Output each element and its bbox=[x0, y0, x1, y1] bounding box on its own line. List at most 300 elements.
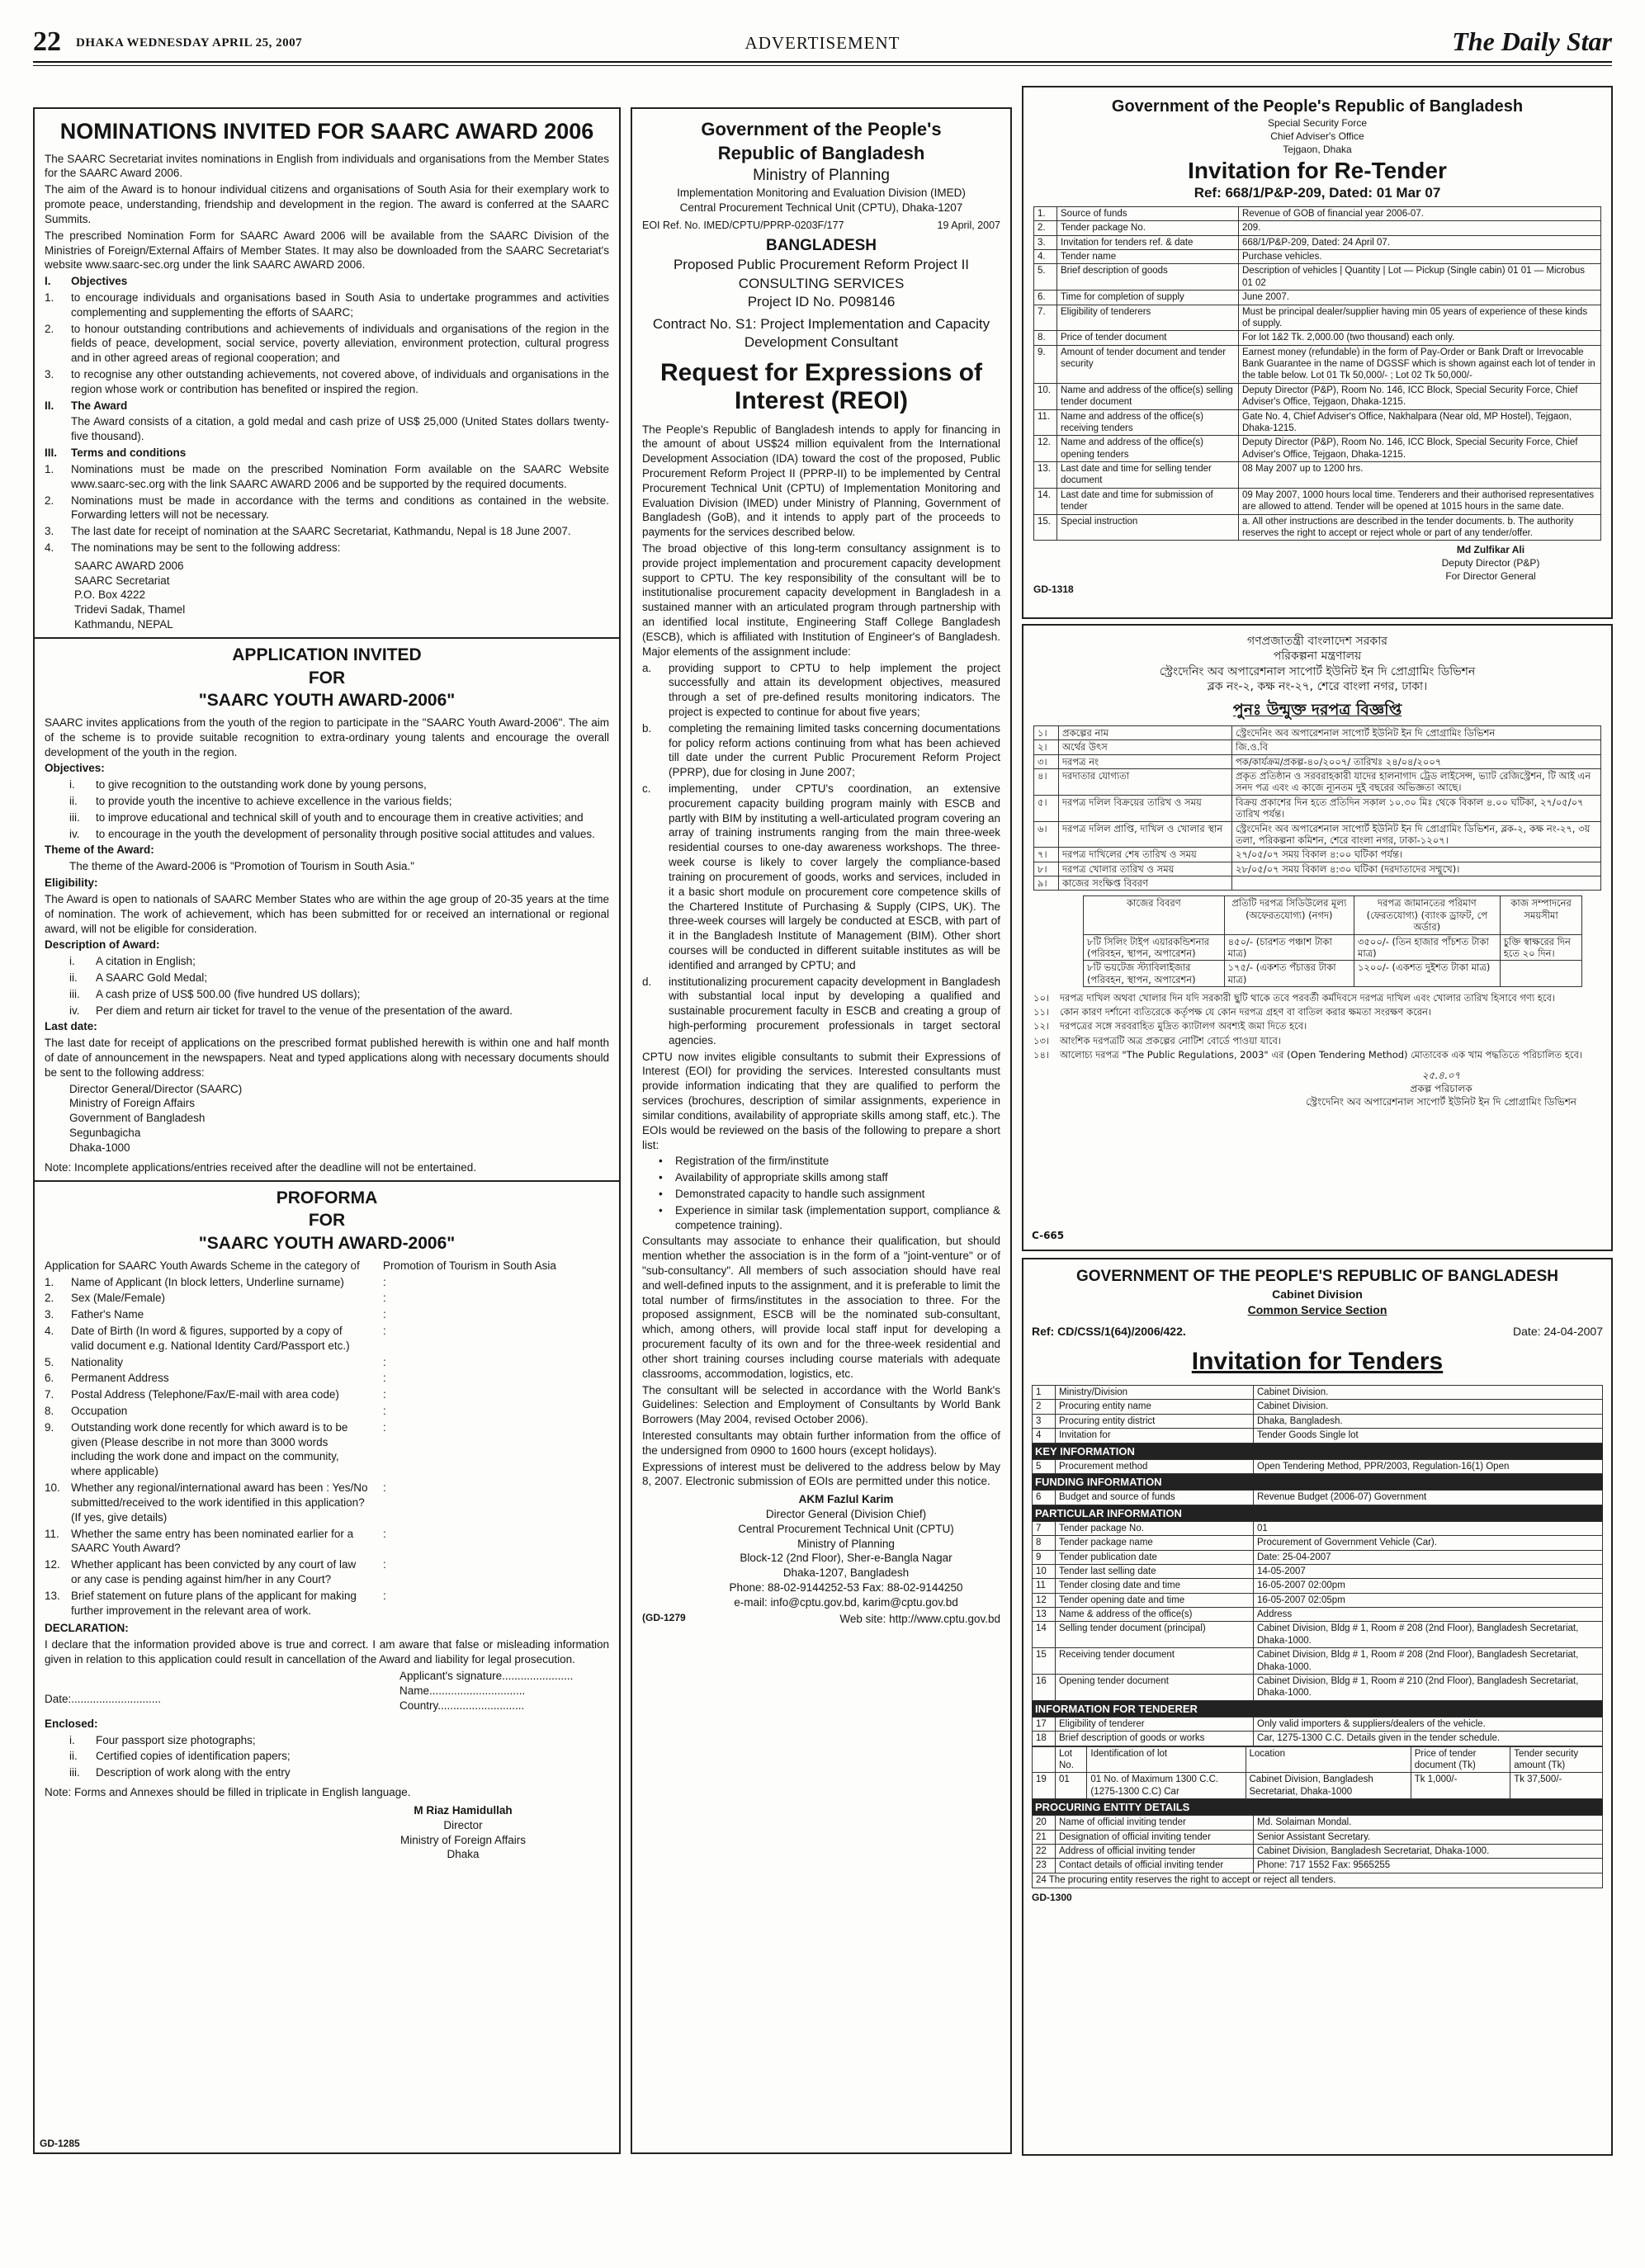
bn-work-table bbox=[1083, 895, 1582, 987]
youth-address-line: Government of Bangladesh bbox=[69, 1112, 206, 1125]
reoi-signer-line: Central Procurement Technical Unit (CPTU) bbox=[738, 1522, 954, 1535]
cab-row bbox=[1033, 1648, 1603, 1675]
cab-row-key: Invitation for bbox=[1056, 1429, 1254, 1443]
saarc-address-line: Tridevi Sadak, Thamel bbox=[74, 603, 186, 617]
youth-objective-num: iii. bbox=[69, 810, 80, 824]
youth-objective-text: to improve educational and technical skill of youth and to encourage them in creative activities; and bbox=[96, 810, 584, 824]
bn-note-text: দরপত্র দাখিল অথবা খোলার দিন যদি সরকারী ছুটি থাকে তবে পরবর্তী কর্মদিবসে দরপত্র দাখিল এবং খোলার তারিখ হিসাবে গণ্য হবে। bbox=[1060, 992, 1556, 1004]
youth-objective bbox=[69, 827, 609, 842]
bn-row-key: দরপত্র দলিল বিক্রয়ের তারিখ ও সময় bbox=[1059, 795, 1232, 821]
cab-row-value: Date: 25-04-2007 bbox=[1254, 1550, 1603, 1564]
reoi-bullet bbox=[659, 1203, 1000, 1233]
retender-row-num: 3. bbox=[1034, 235, 1057, 249]
bn-work-head-cell: কাজের বিবরণ bbox=[1084, 896, 1225, 934]
reoi-item bbox=[642, 975, 1000, 1048]
bn-note-num: ১০। bbox=[1033, 992, 1050, 1004]
proforma-item bbox=[45, 1324, 609, 1354]
newspaper-name: The Daily Star bbox=[1452, 26, 1612, 56]
cab-row-num: 10 bbox=[1033, 1564, 1056, 1578]
youth-description bbox=[69, 954, 609, 1018]
proforma-item-label: Postal Address (Telephone/Fax/E-mail with area code) bbox=[71, 1388, 339, 1401]
retender-row-key: Last date and time for selling tender document bbox=[1057, 462, 1239, 489]
saarc-item-num: 2. bbox=[45, 494, 54, 507]
youth-award-item-text: A citation in English; bbox=[96, 955, 196, 968]
proforma-item-colon: : bbox=[383, 1558, 386, 1571]
reoi-bullet bbox=[659, 1170, 1000, 1185]
cab-row-num: 9 bbox=[1033, 1550, 1056, 1564]
proforma-item-colon: : bbox=[383, 1527, 386, 1540]
saarc-item bbox=[45, 494, 609, 523]
saarc-item bbox=[45, 367, 609, 397]
reoi-para-7: Expressions of interest must be delivered to the address below by May 8, 2007. Electronic submission of EOIs are permitted under this notice. bbox=[642, 1460, 1000, 1488]
bn-work-row bbox=[1084, 934, 1582, 961]
bn-row bbox=[1034, 769, 1601, 796]
retender-row-value: Deputy Director (P&P), Room No. 146, ICC Block, Special Security Force, Chief Adviser's Office, Tejgaon, Dhaka-1215. bbox=[1239, 383, 1601, 409]
retender-row bbox=[1034, 264, 1601, 291]
youth-award-item-text: Per diem and return air ticket for travel to the venue of the presentation of the award. bbox=[96, 1004, 513, 1017]
youth-last-date-heading: Last date: bbox=[45, 1020, 97, 1033]
proforma-item bbox=[45, 1404, 609, 1419]
bn-work-cell: ১২০০/- (একশত দুইশত টাকা মাত্র) bbox=[1354, 961, 1500, 987]
cab-row-num: 2 bbox=[1033, 1400, 1056, 1414]
cab-row bbox=[1033, 1608, 1603, 1622]
retender-row-key: Name and address of the office(s) opening tenders bbox=[1057, 436, 1239, 462]
bn-note-num: ১২। bbox=[1033, 1020, 1050, 1032]
cab-row bbox=[1033, 1732, 1603, 1746]
reoi-bullet-text: Experience in similar task (implementation support, compliance & competence training). bbox=[675, 1203, 1000, 1231]
bn-signature-date: ২৫.৪.০৭ bbox=[1421, 1069, 1461, 1081]
bn-line-2: পরিকল্পনা মন্ত্রণালয় bbox=[1273, 650, 1362, 664]
enclosure-item bbox=[69, 1733, 609, 1748]
bn-row-value: স্ট্রেংদেনিং অব অপারেশনাল সাপোর্ট ইউনিট ইন দি প্রোগ্রামিং ডিভিশন, ব্লক-২, কক্ষ নং-২৭, ৩য় তলা, পরিকল্পনা কমিশন, শেরে বাংলা নগর, ঢাকা-১২০৭। bbox=[1232, 821, 1601, 848]
cab-row-num: 4 bbox=[1033, 1429, 1056, 1443]
proforma-item-label: Permanent Address bbox=[71, 1372, 169, 1385]
lot-head-security: Tender security amount (Tk) bbox=[1510, 1746, 1603, 1773]
cab-table-key bbox=[1032, 1459, 1603, 1474]
retender-row bbox=[1034, 291, 1601, 305]
saarc-section-title: The Award bbox=[71, 399, 128, 412]
retender-row-value: 209. bbox=[1239, 221, 1601, 235]
bn-work-cell bbox=[1500, 961, 1582, 987]
proforma-item-colon: : bbox=[383, 1589, 386, 1602]
cab-row bbox=[1033, 1459, 1603, 1473]
retender-row-key: Name and address of the office(s) selling tender document bbox=[1057, 383, 1239, 409]
saarc-section-heading bbox=[45, 274, 609, 289]
lot-head-price: Price of tender document (Tk) bbox=[1411, 1746, 1510, 1773]
saarc-sections bbox=[45, 274, 609, 555]
retender-row-num: 9. bbox=[1034, 345, 1057, 383]
saarc-section-heading bbox=[45, 399, 609, 413]
proforma-item-num: 8. bbox=[45, 1405, 54, 1417]
youth-objective-text: to give recognition to the outstanding work done by young persons, bbox=[96, 778, 427, 791]
retender-row-num: 4. bbox=[1034, 250, 1057, 264]
cab-row bbox=[1033, 1521, 1603, 1535]
proforma-item-label: Sex (Male/Female) bbox=[71, 1292, 166, 1305]
retender-row-value: 668/1/P&P-209, Dated: 24 April 07. bbox=[1239, 235, 1601, 249]
bn-row-num: ৯। bbox=[1034, 876, 1059, 891]
lot-row-num: 19 bbox=[1033, 1773, 1056, 1799]
reoi-bullet-text: Availability of appropriate skills among staff bbox=[675, 1171, 888, 1184]
reoi-project: Proposed Public Procurement Reform Project II bbox=[673, 257, 970, 273]
cab-row-num: 6 bbox=[1033, 1491, 1056, 1505]
saarc-item bbox=[45, 524, 609, 539]
cab-row-num: 11 bbox=[1033, 1579, 1056, 1593]
saarc-address-line: SAARC AWARD 2006 bbox=[74, 559, 184, 572]
retender-row-value: Deputy Director (P&P), Room No. 146, ICC Block, Special Security Force, Chief Adviser's Office, Tejgaon, Dhaka-1215. bbox=[1239, 436, 1601, 462]
proforma-item-label: Whether the same entry has been nominated earlier for a SAARC Youth Award? bbox=[71, 1527, 354, 1555]
cab-row-value: Car, 1275-1300 C.C. Details given in the tender schedule. bbox=[1254, 1732, 1603, 1746]
cab-row-value: Cabinet Division, Bangladesh Secretariat, Dhaka-1000. bbox=[1254, 1844, 1603, 1858]
reoi-ref-date: 19 April, 2007 bbox=[937, 219, 1000, 231]
retender-row-key: Name and address of the office(s) receiving tenders bbox=[1057, 409, 1239, 436]
proforma-item-label: Whether applicant has been convicted by any court of law or any case is pending against him/her in any Court? bbox=[71, 1558, 357, 1585]
applicant-signature-line: Applicant's signature....................... bbox=[399, 1669, 574, 1682]
retender-row-num: 11. bbox=[1034, 409, 1057, 436]
cab-row-value: Cabinet Division, Bldg # 1, Room # 210 (2nd Floor), Bangladesh Secretariat, Dhaka-1000. bbox=[1254, 1674, 1603, 1700]
youth-note: Note: Incomplete applications/entries received after the deadline will not be entertained. bbox=[45, 1160, 477, 1174]
youth-objective-num: iv. bbox=[69, 827, 80, 840]
reoi-para-5: The consultant will be selected in accordance with the World Bank's Guidelines: Selection and Employment of Consultants by World Bank Borrowers (May 2004, revised October 2006). bbox=[642, 1383, 1000, 1426]
proforma-item-label: Brief statement on future plans of the applicant for making further improvement in the relevant area of work. bbox=[71, 1589, 357, 1617]
saarc-item-text: The last date for receipt of nomination at the SAARC Secretariat, Kathmandu, Nepal is 18 June 2007. bbox=[71, 525, 571, 538]
youth-address-line: Dhaka-1000 bbox=[69, 1141, 130, 1154]
cab-row-key: Tender publication date bbox=[1056, 1550, 1254, 1564]
reoi-signer-line: Dhaka-1207, Bangladesh bbox=[782, 1566, 910, 1580]
bullet-icon: • bbox=[659, 1187, 663, 1200]
bn-row-num: ৩। bbox=[1034, 754, 1059, 768]
cab-row bbox=[1033, 1830, 1603, 1844]
saarc-section-items bbox=[45, 462, 609, 555]
cab-row bbox=[1033, 1844, 1603, 1858]
cab-row-key: Name & address of the office(s) bbox=[1056, 1608, 1254, 1622]
bn-row-value: প্রকৃত প্রতিষ্ঠান ও সরবরাহকারী যাদের হালনাগাদ ট্রেড লাইসেন্স, ভ্যাট রেজিস্ট্রেশন, টি আই এন সনদ পত্র এবং এ কাজে ন্যূনতম দুই বছরের অভিজ্ঞতা আছে। bbox=[1232, 769, 1601, 796]
saarc-item bbox=[45, 291, 609, 320]
bn-row bbox=[1034, 862, 1601, 876]
enclosure-item-text: Certified copies of identification papers; bbox=[96, 1750, 291, 1763]
retender-org-1: Special Security Force bbox=[1267, 117, 1368, 130]
cab-row-key: Procurement method bbox=[1056, 1459, 1254, 1473]
bn-work-cell: ৩৫০০/- (তিন হাজার পাঁচশত টাকা মাত্র) bbox=[1354, 934, 1500, 961]
retender-row bbox=[1034, 436, 1601, 462]
reoi-criteria-list bbox=[659, 1154, 1000, 1232]
proforma-item-colon: : bbox=[383, 1420, 386, 1434]
cab-row-key: Selling tender document (principal) bbox=[1056, 1622, 1254, 1648]
youth-award-item-text: A cash prize of US$ 500.00 (five hundred US dollars); bbox=[96, 987, 361, 1000]
bn-note-num: ১১। bbox=[1033, 1006, 1050, 1018]
proforma-signer-line: Dhaka bbox=[447, 1848, 480, 1861]
lot-head-location: Location bbox=[1246, 1746, 1411, 1773]
bullet-icon: • bbox=[659, 1155, 663, 1168]
cab-row-value: Cabinet Division, Bldg # 1, Room # 208 (2nd Floor), Bangladesh Secretariat, Dhaka-1000. bbox=[1254, 1648, 1603, 1675]
cab-table-tenderer bbox=[1032, 1717, 1603, 1746]
saarc-item-num: 1. bbox=[45, 291, 54, 304]
cab-row-key: Procuring entity name bbox=[1056, 1400, 1254, 1414]
proforma-signer-line: Director bbox=[443, 1818, 483, 1831]
bn-row-key: দরপত্র দলিল প্রাপ্তি, দাখিল ও খোলার স্থান bbox=[1059, 821, 1232, 848]
retender-row-num: 10. bbox=[1034, 383, 1057, 409]
cab-row-num: 15 bbox=[1033, 1648, 1056, 1675]
cab-row-num: 22 bbox=[1033, 1844, 1056, 1858]
proforma-signer-line: M Riaz Hamidullah bbox=[414, 1803, 513, 1817]
youth-objectives bbox=[69, 777, 609, 841]
reoi-signer bbox=[692, 1492, 1000, 1610]
reoi-para-1: The People's Republic of Bangladesh intends to apply for financing in the amount of about US$24 million equivalent from the International Development Association (IDA) toward the cost of the proposed, Public Procurement Reform Project II (PPRP-II) to be implemented by Central Procurement Technical Unit (CPTU) of Implementation Monitoring and Evaluation Division (IMED) under Ministry of Planning, Government of Bangladesh (GoB), and it intends to apply part of the proceeds to payments for the services described below. bbox=[642, 423, 1000, 539]
proforma-item-label: Date of Birth (In word & figures, supported by a copy of valid document e.g. National Identity Card/Passport etc.) bbox=[71, 1324, 350, 1352]
retender-row-key: Price of tender document bbox=[1057, 331, 1239, 345]
cab-row bbox=[1033, 1674, 1603, 1700]
retender-row-num: 1. bbox=[1034, 206, 1057, 220]
section-name: ADVERTISEMENT bbox=[745, 33, 900, 53]
retender-row bbox=[1034, 514, 1601, 541]
lot-header-row bbox=[1033, 1746, 1603, 1773]
saarc-item-text: The Award consists of a citation, a gold medal and cash prize of US$ 25,000 (United States dollars twenty-five thousand). bbox=[71, 415, 609, 443]
cab-row bbox=[1033, 1414, 1603, 1428]
cab-row-value: Procurement of Government Vehicle (Car). bbox=[1254, 1536, 1603, 1550]
youth-objective bbox=[69, 810, 609, 825]
reoi-signer-line: Director General (Division Chief) bbox=[765, 1508, 927, 1521]
cab-row-value: Cabinet Division. bbox=[1254, 1400, 1603, 1414]
retender-row-value: Gate No. 4, Chief Adviser's Office, Nakhalpara (Near old, MP Hostel), Tejgaon, Dhaka-1215. bbox=[1239, 409, 1601, 436]
retender-row bbox=[1034, 206, 1601, 220]
bn-line-3: স্ট্রেংদেনিং অব অপারেশনাল সাপোর্ট ইউনিট ইন দি প্রোগ্রামিং ডিভিশন bbox=[1159, 664, 1476, 678]
page-number: 22 bbox=[33, 26, 61, 57]
bn-note-text: আংশিক দরপত্রটি অত্র প্রকল্পের নোটিশ বোর্ডে পাওয়া যাবে। bbox=[1060, 1034, 1281, 1047]
proforma-item-num: 7. bbox=[45, 1388, 54, 1401]
cab-procuring-bar: PROCURING ENTITY DETAILS bbox=[1032, 1799, 1603, 1815]
proforma-item-colon: : bbox=[383, 1388, 386, 1401]
cab-date: Date: 24-04-2007 bbox=[1513, 1325, 1603, 1339]
bn-work-cell: ৪৫০/- (চারশত পঞ্চাশ টাকা মাত্র) bbox=[1224, 934, 1354, 961]
cab-row-key: Address of official inviting tender bbox=[1056, 1844, 1254, 1858]
saarc-item-num bbox=[45, 414, 66, 444]
proforma-item bbox=[45, 1589, 609, 1618]
cab-row-value: Tender Goods Single lot bbox=[1254, 1429, 1603, 1443]
proforma-item-label: Name of Applicant (In block letters, Underline surname) bbox=[71, 1275, 344, 1288]
youth-title-2: FOR bbox=[308, 668, 346, 687]
bn-signer-office: স্ট্রেংদেনিং অব অপারেশনাল সাপোর্ট ইউনিট ইন দি প্রোগ্রামিং ডিভিশন bbox=[1306, 1095, 1576, 1108]
cab-row-key: Opening tender document bbox=[1056, 1674, 1254, 1700]
reoi-para-3: CPTU now invites eligible consultants to submit their Expressions of Interest (EOI) for providing the services. Interested consultants must provide information indicating that they are qualified to perform the services (brochures, description of similar assignments, experience in similar conditions, availability of appropriate skills among staff, etc.). The EOIs would be reviewed on the basis of the following to prepare a short list: bbox=[642, 1050, 1000, 1151]
retender-row-key: Last date and time for submission of tender bbox=[1057, 488, 1239, 514]
saarc-item bbox=[45, 462, 609, 492]
proforma-title-2: FOR bbox=[308, 1211, 346, 1231]
bn-table bbox=[1033, 725, 1601, 891]
retender-row-value: June 2007. bbox=[1239, 291, 1601, 305]
retender-signer-line: Deputy Director (P&P) bbox=[1441, 557, 1540, 569]
proforma-item-num: 9. bbox=[45, 1420, 54, 1434]
bn-note bbox=[1033, 1006, 1601, 1018]
saarc-section-num: II. bbox=[45, 399, 54, 412]
cab-row bbox=[1033, 1536, 1603, 1550]
bullet-icon: • bbox=[659, 1203, 663, 1217]
reoi-item-num: a. bbox=[642, 661, 652, 674]
cab-row-num: 20 bbox=[1033, 1816, 1056, 1830]
cab-row-value: 16-05-2007 02:05pm bbox=[1254, 1593, 1603, 1607]
saarc-item-num: 4. bbox=[45, 541, 54, 554]
ad-code-gd1285: GD-1285 bbox=[40, 2138, 80, 2149]
youth-objective-text: to provide youth the incentive to achieve excellence in the various fields; bbox=[96, 795, 452, 808]
reoi-signer-line: Block-12 (2nd Floor), Sher-e-Bangla Nagar bbox=[740, 1552, 952, 1565]
reoi-ref: EOI Ref. No. IMED/CPTU/PPRP-0203F/177 bbox=[642, 219, 844, 231]
proforma-items bbox=[45, 1275, 609, 1618]
retender-row bbox=[1034, 383, 1601, 409]
youth-objective bbox=[69, 794, 609, 809]
youth-address-line: Ministry of Foreign Affairs bbox=[69, 1097, 196, 1110]
cab-row-key: Tender package No. bbox=[1056, 1521, 1254, 1535]
youth-objective-num: i. bbox=[69, 778, 75, 791]
proforma-item-colon: : bbox=[383, 1355, 386, 1368]
youth-theme-heading: Theme of the Award: bbox=[45, 843, 154, 857]
cab-row-key: Ministry/Division bbox=[1056, 1386, 1254, 1400]
proforma-title-1: PROFORMA bbox=[276, 1188, 378, 1207]
retender-signer-line: For Director General bbox=[1445, 569, 1536, 582]
youth-objective-text: to encourage in the youth the development of personality through positive social attitudes and values. bbox=[96, 827, 595, 840]
bn-title: পুনঃ উন্মুক্ত দরপত্র বিজ্ঞপ্তি bbox=[1232, 700, 1402, 719]
youth-award-item-text: A SAARC Gold Medal; bbox=[96, 971, 208, 984]
bn-row-num: ৫। bbox=[1034, 795, 1059, 821]
cab-row-key: Eligibility of tenderer bbox=[1056, 1717, 1254, 1731]
retender-row-key: Eligibility of tenderers bbox=[1057, 305, 1239, 331]
reoi-signer-line: e-mail: info@cptu.gov.bd, karim@cptu.gov.bd bbox=[734, 1595, 958, 1609]
cab-row-key: Procuring entity district bbox=[1056, 1414, 1254, 1428]
saarc-address-line: Kathmandu, NEPAL bbox=[74, 618, 173, 631]
youth-address-line: Director General/Director (SAARC) bbox=[69, 1082, 243, 1095]
saarc-intro-3: The prescribed Nomination Form for SAARC Award 2006 will be available from the SAARC Division of the Ministries of Foreign/External Affairs of Member States. It may also be downloaded from the SAARC Secretariat's website www.saarc-sec.org under the link SAARC AWARD 2006. bbox=[45, 229, 609, 272]
cab-row-key: Tender closing date and time bbox=[1056, 1579, 1254, 1593]
cab-row-value: Senior Assistant Secretary. bbox=[1254, 1830, 1603, 1844]
reoi-para-2: The broad objective of this long-term consultancy assignment is to provide project implementation and procurement capacity development support to CPTU. The key responsibility of the consultant will be to institutionalise procurement capacity development in Bangladesh in a sustained manner with an articulated program through partnership with an identified local institute, Engineering Staff College Bangladesh (ESCB), which is affiliated with Institution of Engineer's of Bangladesh. Major elements of the assignment include: bbox=[642, 542, 1000, 658]
bn-work-header bbox=[1084, 896, 1582, 934]
reoi-website[interactable]: Web site: http://www.cptu.gov.bd bbox=[839, 1612, 1000, 1625]
cab-title: Invitation for Tenders bbox=[1191, 1348, 1444, 1376]
reoi-title-1: Request for Expressions of bbox=[659, 358, 983, 386]
bn-line-1: গণপ্রজাতন্ত্রী বাংলাদেশ সরকার bbox=[1247, 635, 1387, 648]
saarc-intro-1: The SAARC Secretariat invites nominations in English from individuals and organisations from the Member States for the SAARC Award 2006. bbox=[45, 152, 609, 180]
reoi-ministry: Ministry of Planning bbox=[753, 167, 890, 185]
bn-row-value: জি.ও.বি bbox=[1232, 740, 1601, 754]
cab-row-value: 14-05-2007 bbox=[1254, 1564, 1603, 1578]
retender-row-value: Must be principal dealer/supplier having min 05 years of experience of these kinds of supply. bbox=[1239, 305, 1601, 331]
proforma-item-colon: : bbox=[383, 1308, 386, 1321]
header-rule bbox=[33, 61, 1612, 66]
retender-row bbox=[1034, 250, 1601, 264]
proforma-item bbox=[45, 1291, 609, 1306]
proforma-item-num: 13. bbox=[45, 1589, 60, 1602]
bullet-icon: • bbox=[659, 1171, 663, 1184]
bn-row bbox=[1034, 725, 1601, 739]
cab-row-value: 16-05-2007 02:00pm bbox=[1254, 1579, 1603, 1593]
retender-row-key: Source of funds bbox=[1057, 206, 1239, 220]
proforma-item-num: 1. bbox=[45, 1275, 54, 1288]
ad-code-c665: C-665 bbox=[1032, 1230, 1065, 1242]
proforma-item bbox=[45, 1355, 609, 1370]
applicant-country-line: Country............................ bbox=[399, 1699, 525, 1712]
saarc-item-num: 2. bbox=[45, 322, 54, 335]
retender-row-value: Revenue of GOB of financial year 2006-07. bbox=[1239, 206, 1601, 220]
youth-title-1: APPLICATION INVITED bbox=[232, 645, 422, 664]
applicant-date-line: Date:............................. bbox=[45, 1692, 162, 1705]
cab-division: Cabinet Division bbox=[1272, 1288, 1363, 1302]
reoi-dept-1: Implementation Monitoring and Evaluation Division (IMED) bbox=[677, 187, 966, 200]
cab-row-value: Open Tendering Method, PPR/2003, Regulation-16(1) Open bbox=[1254, 1459, 1603, 1473]
cab-row-key: Tender opening date and time bbox=[1056, 1593, 1254, 1607]
issue-date: DHAKA WEDNESDAY APRIL 25, 2007 bbox=[76, 36, 303, 50]
bn-work-cell: ৮টি ভয়টেজ স্ট্যাবিলাইজার (পরিবহন, স্থাপন, অপারেশন) bbox=[1084, 961, 1225, 987]
reoi-item-text: institutionalizing procurement capacity development in Bangladesh with substantial local input by developing a qualified and sustainable procurement faculty in ESCB and creating a group of high-performing procurement professionals in target sectoral agencies. bbox=[669, 975, 1000, 1047]
youth-address bbox=[69, 1082, 609, 1155]
cab-table-general bbox=[1032, 1385, 1603, 1443]
saarc-item-text: to honour outstanding contributions and achievements of individuals and organisations of the region in the fields of peace, development, social service, poverty alleviation, environment protection, cultural progress and in other agreed areas of regional cooperation; and bbox=[71, 322, 609, 365]
retender-gov: Government of the People's Republic of Bangladesh bbox=[1111, 97, 1524, 116]
reoi-item-text: completing the remaining limited tasks concerning documentations for policy reform actions continuing from what has been achieved till date under the current Public Procurement Reform Project (PPRP), due for closing in June 2007; bbox=[669, 721, 1000, 779]
bengali-tender-ad bbox=[1022, 624, 1613, 1251]
cab-row-value: Phone: 717 1552 Fax: 9565255 bbox=[1254, 1859, 1603, 1873]
retender-ad bbox=[1022, 86, 1613, 619]
reoi-gov-line-1: Government of the People's bbox=[701, 119, 942, 139]
bn-row-key: দরপত্র দাখিলের শেষ তারিখ ও সময় bbox=[1059, 848, 1232, 862]
youth-description-heading: Description of Award: bbox=[45, 938, 160, 952]
saarc-address-line: SAARC Secretariat bbox=[74, 574, 170, 587]
bn-row-num: ১। bbox=[1034, 725, 1059, 739]
proforma-item-label: Whether any regional/international award has been : Yes/No submitted/received to the work identified in this application? (If yes, give details) bbox=[71, 1481, 368, 1524]
cab-row bbox=[1033, 1429, 1603, 1443]
saarc-award-title: NOMINATIONS INVITED FOR SAARC AWARD 2006 bbox=[59, 119, 594, 144]
saarc-item-text: The nominations may be sent to the following address: bbox=[71, 541, 341, 554]
proforma-category-label: Application for SAARC Youth Awards Scheme in the category of bbox=[45, 1259, 360, 1272]
cab-row-value: Md. Solaiman Mondal. bbox=[1254, 1816, 1603, 1830]
bn-row-key: কাজের সংক্ষিপ্ত বিবরণ bbox=[1059, 876, 1232, 891]
retender-ref: Ref: 668/1/P&P-209, Dated: 01 Mar 07 bbox=[1194, 185, 1441, 201]
bn-row bbox=[1034, 795, 1601, 821]
enclosure-item-text: Description of work along with the entry bbox=[96, 1766, 291, 1779]
bn-row bbox=[1034, 754, 1601, 768]
cab-row-num: 16 bbox=[1033, 1674, 1056, 1700]
youth-award-item-num: iv. bbox=[69, 1004, 80, 1017]
enclosure-item-num: iii. bbox=[69, 1766, 80, 1779]
bn-line-4: ব্লক নং-২, কক্ষ নং-২৭, শেরে বাংলা নগর, ঢাকা। bbox=[1207, 680, 1428, 694]
saarc-item-num: 1. bbox=[45, 462, 54, 475]
youth-award-item bbox=[69, 1004, 609, 1018]
cab-key-info-bar: KEY INFORMATION bbox=[1032, 1443, 1603, 1459]
cab-row bbox=[1033, 1400, 1603, 1414]
retender-row-key: Amount of tender document and tender security bbox=[1057, 345, 1239, 383]
youth-address-line: Segunbagicha bbox=[69, 1127, 141, 1140]
retender-row-num: 6. bbox=[1034, 291, 1057, 305]
bn-row-key: দরপত্র খোলার তারিখ ও সময় bbox=[1059, 862, 1232, 876]
cab-row-value: Revenue Budget (2006-07) Government bbox=[1254, 1491, 1603, 1505]
saarc-item-num: 3. bbox=[45, 525, 54, 538]
reoi-item-text: implementing, under CPTU's coordination, an extensive procurement capacity building program mainly with ESCB and partly with BIM by instituting a well-articulated program covering an array of training instruments ranging from the main three-week residential courses to one-day awareness workshops. The three-week course is likely to cover largely the compliance-based training on procurement of goods, works and services, included in it a basic short module on procurement core competence skills of the Chartered Institute of Purchasing & Supply (CIPS, UK). The three-week courses will largely be conducted at ESCB, with part of it in the Bangladesh Institute of Management (BIM). Other short courses will be conducted in different suitable institutes as will be identified and arranged by CPTU; and bbox=[669, 782, 1000, 971]
proforma-note: Note: Forms and Annexes should be filled in triplicate in English language. bbox=[45, 1786, 411, 1799]
reoi-signer-line: Ministry of Planning bbox=[797, 1537, 895, 1550]
ad-code-gd1318: GD-1318 bbox=[1033, 583, 1074, 595]
retender-row-key: Time for completion of supply bbox=[1057, 291, 1239, 305]
reoi-item-text: providing support to CPTU to help implement the project successfully and attain its development objectives, measured through a set of pre-defined results monitoring indicators. The project is expected to continue for about five years; bbox=[669, 661, 1000, 718]
bn-note bbox=[1033, 1049, 1601, 1061]
cab-row bbox=[1033, 1859, 1603, 1873]
bn-notes bbox=[1033, 992, 1601, 1061]
ad-code-gd1300: GD-1300 bbox=[1032, 1891, 1072, 1903]
bn-work-cell: ৮টি সিলিং টাইপ এয়ারকন্ডিশনার (পরিবহন, স্থাপন, অপারেশন) bbox=[1084, 934, 1225, 961]
reoi-contract: Contract No. S1: Project Implementation and Capacity Development Consultant bbox=[652, 315, 990, 351]
bn-row-key: দরপত্র নং bbox=[1059, 754, 1232, 768]
youth-award-item-num: ii. bbox=[69, 971, 78, 984]
proforma-item-label: Father's Name bbox=[71, 1308, 144, 1321]
proforma-item-label: Occupation bbox=[71, 1405, 128, 1417]
retender-row-key: Tender package No. bbox=[1057, 221, 1239, 235]
retender-title: Invitation for Re-Tender bbox=[1188, 157, 1447, 183]
enclosure-item-text: Four passport size photographs; bbox=[96, 1733, 256, 1746]
